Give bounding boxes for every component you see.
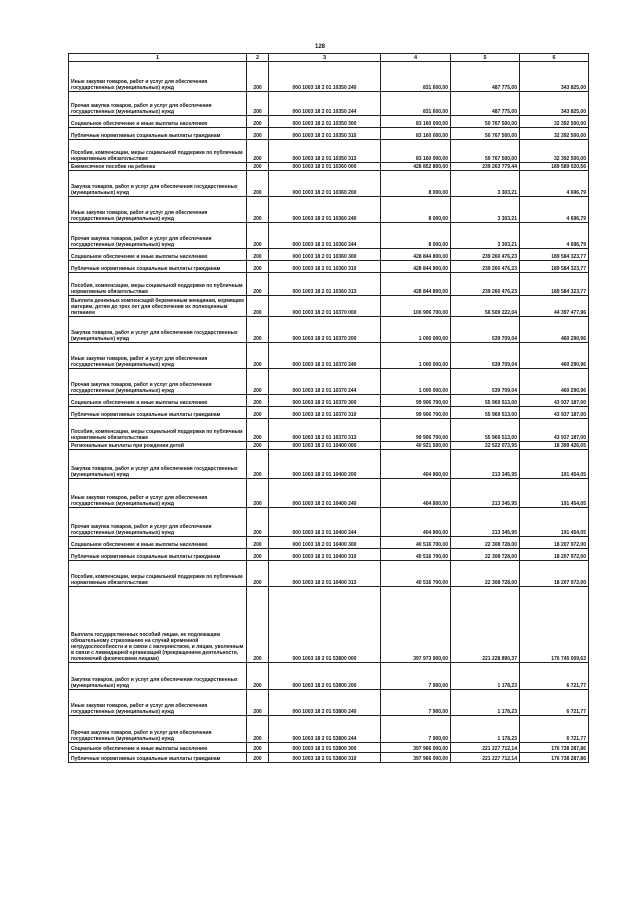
row-kbk: 000 1003 18 2 01 10370 244 bbox=[269, 369, 381, 395]
row-plan: 1 000 000,00 bbox=[381, 343, 451, 369]
table-row bbox=[69, 690, 589, 716]
row-done: 221 227 712,14 bbox=[451, 753, 520, 763]
row-name: Социальное обеспечение и иные выплаты населению bbox=[69, 537, 247, 549]
row-rest: 18 399 426,05 bbox=[520, 442, 589, 450]
row-rest: 44 397 477,96 bbox=[520, 296, 589, 317]
row-name: Выплата государственных пособий лицам, не подлежащим обязательному страхованию на случай временной нетрудоспособности и в связи с материнством, и лицам, уволенным в связи с ликвидацией организаций (прекращением деятельности, полномочий физическими лицами) bbox=[69, 587, 247, 663]
row-code: 200 bbox=[247, 419, 269, 442]
row-rest: 176 738 287,86 bbox=[520, 753, 589, 763]
row-code: 200 bbox=[247, 92, 269, 116]
row-plan: 1 000 000,00 bbox=[381, 317, 451, 343]
row-done: 50 767 500,00 bbox=[451, 116, 520, 128]
row-plan: 428 844 800,00 bbox=[381, 249, 451, 261]
row-kbk: 000 1003 18 2 01 53800 300 bbox=[269, 743, 381, 753]
table-row bbox=[69, 508, 589, 537]
col-header-6: 6 bbox=[520, 54, 589, 62]
row-rest: 176 738 287,86 bbox=[520, 743, 589, 753]
row-code: 200 bbox=[247, 140, 269, 163]
row-kbk: 000 1003 18 2 01 10370 300 bbox=[269, 395, 381, 407]
col-header-1: 1 bbox=[69, 54, 247, 62]
row-kbk: 000 1003 18 2 01 53800 200 bbox=[269, 663, 381, 690]
row-done: 487 775,00 bbox=[451, 62, 520, 92]
row-code: 200 bbox=[247, 663, 269, 690]
row-code: 200 bbox=[247, 163, 269, 171]
row-done: 239 260 476,23 bbox=[451, 273, 520, 296]
header-row bbox=[69, 54, 589, 62]
row-kbk: 000 1003 18 2 01 10370 200 bbox=[269, 317, 381, 343]
row-kbk: 000 1003 18 2 01 10360 310 bbox=[269, 261, 381, 273]
row-rest: 460 290,96 bbox=[520, 369, 589, 395]
row-rest: 343 825,00 bbox=[520, 92, 589, 116]
row-done: 56 509 222,04 bbox=[451, 296, 520, 317]
row-plan: 99 906 700,00 bbox=[381, 395, 451, 407]
row-rest: 6 721,77 bbox=[520, 663, 589, 690]
row-plan: 831 600,00 bbox=[381, 92, 451, 116]
row-kbk: 000 1003 18 2 01 10370 240 bbox=[269, 343, 381, 369]
row-plan: 428 852 800,00 bbox=[381, 163, 451, 171]
row-kbk: 000 1003 18 2 01 10350 240 bbox=[269, 62, 381, 92]
row-done: 221 227 712,14 bbox=[451, 743, 520, 753]
table-row bbox=[69, 140, 589, 163]
row-name: Иные закупки товаров, работ и услуг для обеспечения государственных (муниципальных) нужд bbox=[69, 62, 247, 92]
row-code: 200 bbox=[247, 317, 269, 343]
table-row bbox=[69, 116, 589, 128]
table-row bbox=[69, 92, 589, 116]
row-name: Прочая закупка товаров, работ и услуг для обеспечения государственных (муниципальных) нужд bbox=[69, 508, 247, 537]
table-row bbox=[69, 62, 589, 92]
row-code: 200 bbox=[247, 508, 269, 537]
col-header-4: 4 bbox=[381, 54, 451, 62]
table-row bbox=[69, 395, 589, 407]
row-name: Прочая закупка товаров, работ и услуг для обеспечения государственных (муниципальных) нужд bbox=[69, 369, 247, 395]
row-name: Прочая закупка товаров, работ и услуг для обеспечения государственных (муниципальных) нужд bbox=[69, 716, 247, 743]
row-name: Региональные выплаты при рождении детей bbox=[69, 442, 247, 450]
row-plan: 8 000,00 bbox=[381, 197, 451, 223]
row-done: 50 767 500,00 bbox=[451, 140, 520, 163]
row-name: Иные закупки товаров, работ и услуг для обеспечения государственных (муниципальных) нужд bbox=[69, 479, 247, 508]
row-done: 539 709,04 bbox=[451, 369, 520, 395]
row-kbk: 000 1003 18 2 01 10360 300 bbox=[269, 249, 381, 261]
table-row bbox=[69, 450, 589, 479]
row-kbk: 000 1003 18 2 01 10360 000 bbox=[269, 163, 381, 171]
row-kbk: 000 1003 18 2 01 10370 000 bbox=[269, 296, 381, 317]
row-kbk: 000 1003 18 2 01 10360 200 bbox=[269, 171, 381, 197]
table-row bbox=[69, 561, 589, 587]
row-plan: 83 160 000,00 bbox=[381, 128, 451, 140]
row-done: 239 260 476,23 bbox=[451, 261, 520, 273]
row-code: 200 bbox=[247, 343, 269, 369]
row-done: 55 969 513,00 bbox=[451, 419, 520, 442]
row-code: 200 bbox=[247, 479, 269, 508]
table-row bbox=[69, 442, 589, 450]
row-name: Пособия, компенсации, меры социальной поддержки по публичным нормативным обязательствам bbox=[69, 561, 247, 587]
table-row bbox=[69, 743, 589, 753]
table-row bbox=[69, 317, 589, 343]
row-code: 200 bbox=[247, 407, 269, 419]
col-header-5: 5 bbox=[451, 54, 520, 62]
row-code: 200 bbox=[247, 128, 269, 140]
row-code: 200 bbox=[247, 716, 269, 743]
row-name: Закупка товаров, работ и услуг для обеспечения государственных (муниципальных) нужд bbox=[69, 450, 247, 479]
row-kbk: 000 1003 18 2 01 10400 000 bbox=[269, 442, 381, 450]
row-code: 200 bbox=[247, 743, 269, 753]
row-name: Закупка товаров, работ и услуг для обеспечения государственных (муниципальных) нужд bbox=[69, 663, 247, 690]
row-done: 3 303,21 bbox=[451, 197, 520, 223]
row-done: 539 709,04 bbox=[451, 343, 520, 369]
row-name: Ежемесячное пособие на ребенка bbox=[69, 163, 247, 171]
row-name: Прочая закупка товаров, работ и услуг для обеспечения государственных (муниципальных) нужд bbox=[69, 223, 247, 249]
row-rest: 18 207 972,00 bbox=[520, 549, 589, 561]
row-plan: 428 844 800,00 bbox=[381, 273, 451, 296]
row-plan: 428 844 800,00 bbox=[381, 261, 451, 273]
row-rest: 32 392 500,00 bbox=[520, 140, 589, 163]
row-rest: 32 392 500,00 bbox=[520, 116, 589, 128]
table-row bbox=[69, 587, 589, 663]
row-plan: 7 900,00 bbox=[381, 716, 451, 743]
row-plan: 7 900,00 bbox=[381, 690, 451, 716]
row-rest: 4 696,79 bbox=[520, 223, 589, 249]
table-row bbox=[69, 249, 589, 261]
row-code: 200 bbox=[247, 395, 269, 407]
col-header-3: 3 bbox=[269, 54, 381, 62]
row-name: Пособия, компенсации, меры социальной поддержки по публичным нормативным обязательствам bbox=[69, 140, 247, 163]
row-done: 1 178,23 bbox=[451, 716, 520, 743]
row-name: Социальное обеспечение и иные выплаты населению bbox=[69, 249, 247, 261]
table-row bbox=[69, 663, 589, 690]
row-code: 200 bbox=[247, 116, 269, 128]
row-plan: 83 160 000,00 bbox=[381, 140, 451, 163]
row-done: 55 969 513,00 bbox=[451, 395, 520, 407]
row-done: 239 260 476,23 bbox=[451, 249, 520, 261]
row-code: 200 bbox=[247, 223, 269, 249]
table-row bbox=[69, 296, 589, 317]
row-name: Социальное обеспечение и иные выплаты населению bbox=[69, 116, 247, 128]
row-code: 200 bbox=[247, 171, 269, 197]
table-row bbox=[69, 273, 589, 296]
row-kbk: 000 1003 18 2 01 10360 313 bbox=[269, 273, 381, 296]
row-plan: 1 000 000,00 bbox=[381, 369, 451, 395]
row-rest: 18 207 972,00 bbox=[520, 561, 589, 587]
row-name: Публичные нормативные социальные выплаты гражданам bbox=[69, 261, 247, 273]
row-name: Пособия, компенсации, меры социальной поддержки по публичным нормативным обязательствам bbox=[69, 419, 247, 442]
row-rest: 189 584 323,77 bbox=[520, 249, 589, 261]
row-name: Публичные нормативные социальные выплаты гражданам bbox=[69, 753, 247, 763]
row-plan: 404 800,00 bbox=[381, 450, 451, 479]
row-name: Закупка товаров, работ и услуг для обеспечения государственных (муниципальных) нужд bbox=[69, 317, 247, 343]
row-rest: 191 454,05 bbox=[520, 508, 589, 537]
row-plan: 40 516 700,00 bbox=[381, 549, 451, 561]
table-row bbox=[69, 479, 589, 508]
budget-table bbox=[68, 53, 589, 763]
row-rest: 4 696,79 bbox=[520, 171, 589, 197]
table-row bbox=[69, 419, 589, 442]
row-rest: 43 937 187,00 bbox=[520, 419, 589, 442]
row-done: 239 263 779,44 bbox=[451, 163, 520, 171]
row-rest: 176 745 009,63 bbox=[520, 587, 589, 663]
row-plan: 404 800,00 bbox=[381, 479, 451, 508]
page-number: 128 bbox=[314, 44, 325, 50]
row-code: 200 bbox=[247, 442, 269, 450]
row-kbk: 000 1003 18 2 01 10400 310 bbox=[269, 549, 381, 561]
row-kbk: 000 1003 18 2 01 53800 000 bbox=[269, 587, 381, 663]
row-plan: 40 516 700,00 bbox=[381, 537, 451, 549]
row-name: Пособия, компенсации, меры социальной поддержки по публичным нормативным обязательствам bbox=[69, 273, 247, 296]
row-name: Публичные нормативные социальные выплаты гражданам bbox=[69, 407, 247, 419]
row-code: 200 bbox=[247, 690, 269, 716]
row-kbk: 000 1003 18 2 01 10370 310 bbox=[269, 407, 381, 419]
table-row bbox=[69, 753, 589, 763]
row-rest: 18 207 972,00 bbox=[520, 537, 589, 549]
row-rest: 460 290,96 bbox=[520, 317, 589, 343]
row-kbk: 000 1003 18 2 01 10350 244 bbox=[269, 92, 381, 116]
row-name: Иные закупки товаров, работ и услуг для обеспечения государственных (муниципальных) нужд bbox=[69, 197, 247, 223]
row-code: 200 bbox=[247, 450, 269, 479]
row-kbk: 000 1003 18 2 01 53800 244 bbox=[269, 716, 381, 743]
row-code: 200 bbox=[247, 296, 269, 317]
row-done: 213 345,95 bbox=[451, 479, 520, 508]
table-row bbox=[69, 163, 589, 171]
row-plan: 7 900,00 bbox=[381, 663, 451, 690]
row-rest: 191 454,05 bbox=[520, 479, 589, 508]
row-code: 200 bbox=[247, 549, 269, 561]
row-kbk: 000 1003 18 2 01 10350 313 bbox=[269, 140, 381, 163]
row-done: 3 303,21 bbox=[451, 171, 520, 197]
row-code: 200 bbox=[247, 261, 269, 273]
row-done: 50 767 500,00 bbox=[451, 128, 520, 140]
table-row bbox=[69, 537, 589, 549]
row-name: Социальное обеспечение и иные выплаты населению bbox=[69, 395, 247, 407]
row-kbk: 000 1003 18 2 01 10400 244 bbox=[269, 508, 381, 537]
table-row bbox=[69, 171, 589, 197]
row-rest: 189 589 020,56 bbox=[520, 163, 589, 171]
row-rest: 191 454,05 bbox=[520, 450, 589, 479]
row-code: 200 bbox=[247, 587, 269, 663]
row-name: Публичные нормативные социальные выплаты гражданам bbox=[69, 549, 247, 561]
row-plan: 8 000,00 bbox=[381, 171, 451, 197]
row-done: 539 709,04 bbox=[451, 317, 520, 343]
row-done: 22 308 728,00 bbox=[451, 549, 520, 561]
row-rest: 6 721,77 bbox=[520, 716, 589, 743]
row-code: 200 bbox=[247, 561, 269, 587]
row-plan: 397 973 900,00 bbox=[381, 587, 451, 663]
row-name: Иные закупки товаров, работ и услуг для обеспечения государственных (муниципальных) нужд bbox=[69, 690, 247, 716]
row-kbk: 000 1003 18 2 01 10400 300 bbox=[269, 537, 381, 549]
row-kbk: 000 1003 18 2 01 10350 300 bbox=[269, 116, 381, 128]
row-name: Прочая закупка товаров, работ и услуг для обеспечения государственных (муниципальных) нужд bbox=[69, 92, 247, 116]
row-code: 200 bbox=[247, 62, 269, 92]
row-done: 487 775,00 bbox=[451, 92, 520, 116]
table-row bbox=[69, 223, 589, 249]
table-row bbox=[69, 549, 589, 561]
row-code: 200 bbox=[247, 753, 269, 763]
row-plan: 397 966 000,00 bbox=[381, 753, 451, 763]
row-done: 22 308 728,00 bbox=[451, 561, 520, 587]
row-code: 200 bbox=[247, 537, 269, 549]
row-name: Социальное обеспечение и иные выплаты населению bbox=[69, 743, 247, 753]
row-rest: 6 721,77 bbox=[520, 690, 589, 716]
row-done: 22 308 728,00 bbox=[451, 537, 520, 549]
row-done: 55 969 513,00 bbox=[451, 407, 520, 419]
row-code: 200 bbox=[247, 197, 269, 223]
row-plan: 99 906 700,00 bbox=[381, 407, 451, 419]
row-kbk: 000 1003 18 2 01 10400 313 bbox=[269, 561, 381, 587]
row-name: Выплата денежных компенсаций беременным женщинам, кормящим матерям, детям до трех лет для обеспечения их полноценным питанием bbox=[69, 296, 247, 317]
row-kbk: 000 1003 18 2 01 10400 200 bbox=[269, 450, 381, 479]
row-rest: 32 392 500,00 bbox=[520, 128, 589, 140]
table-row bbox=[69, 343, 589, 369]
row-kbk: 000 1003 18 2 01 10370 313 bbox=[269, 419, 381, 442]
row-kbk: 000 1003 18 2 01 53800 240 bbox=[269, 690, 381, 716]
row-done: 213 345,95 bbox=[451, 450, 520, 479]
row-kbk: 000 1003 18 2 01 10360 244 bbox=[269, 223, 381, 249]
row-kbk: 000 1003 18 2 01 10360 240 bbox=[269, 197, 381, 223]
row-done: 3 303,21 bbox=[451, 223, 520, 249]
row-rest: 189 584 323,77 bbox=[520, 261, 589, 273]
row-done: 22 522 073,95 bbox=[451, 442, 520, 450]
row-done: 221 228 890,37 bbox=[451, 587, 520, 663]
row-code: 200 bbox=[247, 249, 269, 261]
table-row bbox=[69, 128, 589, 140]
row-rest: 43 937 187,00 bbox=[520, 407, 589, 419]
row-kbk: 000 1003 18 2 01 10400 240 bbox=[269, 479, 381, 508]
row-plan: 40 516 700,00 bbox=[381, 561, 451, 587]
table-row bbox=[69, 261, 589, 273]
table-row bbox=[69, 407, 589, 419]
row-plan: 99 906 700,00 bbox=[381, 419, 451, 442]
table-row bbox=[69, 716, 589, 743]
row-plan: 83 160 000,00 bbox=[381, 116, 451, 128]
row-plan: 404 800,00 bbox=[381, 508, 451, 537]
row-done: 213 345,95 bbox=[451, 508, 520, 537]
row-name: Закупка товаров, работ и услуг для обеспечения государственных (муниципальных) нужд bbox=[69, 171, 247, 197]
row-name: Публичные нормативные социальные выплаты гражданам bbox=[69, 128, 247, 140]
col-header-2: 2 bbox=[247, 54, 269, 62]
row-done: 1 178,23 bbox=[451, 663, 520, 690]
row-code: 200 bbox=[247, 273, 269, 296]
row-rest: 43 937 187,00 bbox=[520, 395, 589, 407]
row-plan: 100 906 700,00 bbox=[381, 296, 451, 317]
row-done: 1 178,23 bbox=[451, 690, 520, 716]
row-plan: 8 000,00 bbox=[381, 223, 451, 249]
row-plan: 831 600,00 bbox=[381, 62, 451, 92]
row-kbk: 000 1003 18 2 01 10350 310 bbox=[269, 128, 381, 140]
row-plan: 397 966 000,00 bbox=[381, 743, 451, 753]
row-rest: 189 584 323,77 bbox=[520, 273, 589, 296]
row-name: Иные закупки товаров, работ и услуг для обеспечения государственных (муниципальных) нужд bbox=[69, 343, 247, 369]
row-plan: 40 921 500,00 bbox=[381, 442, 451, 450]
table-row bbox=[69, 197, 589, 223]
table-row bbox=[69, 369, 589, 395]
row-code: 200 bbox=[247, 369, 269, 395]
row-rest: 460 290,96 bbox=[520, 343, 589, 369]
row-kbk: 000 1003 18 2 01 53800 310 bbox=[269, 753, 381, 763]
row-rest: 343 825,00 bbox=[520, 62, 589, 92]
row-rest: 4 696,79 bbox=[520, 197, 589, 223]
